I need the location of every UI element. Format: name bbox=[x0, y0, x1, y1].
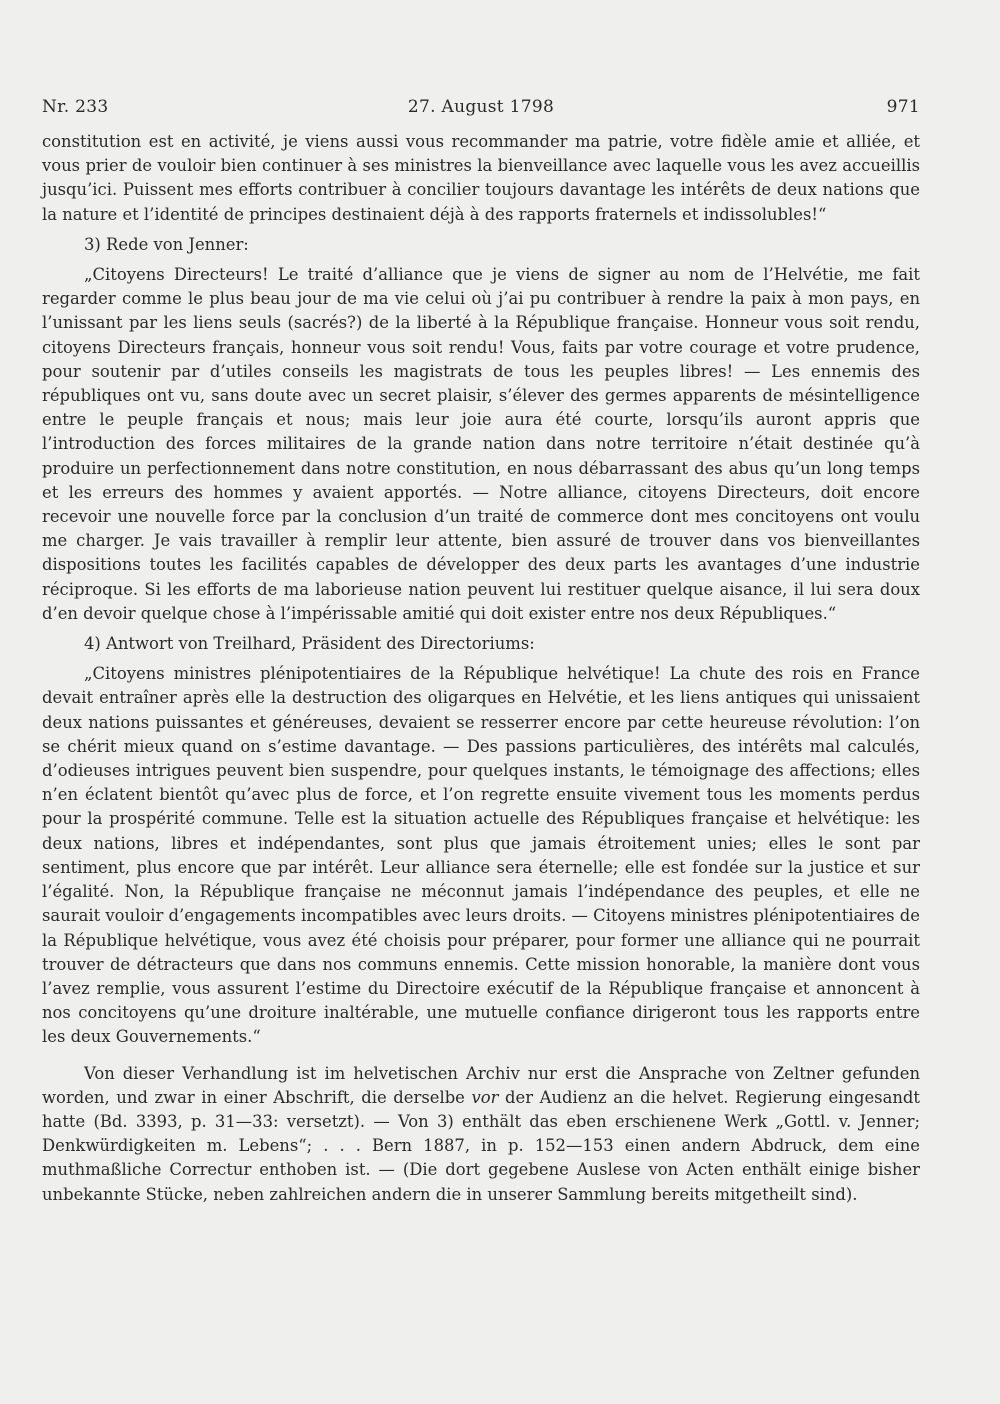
editorial-note-text-b: der Audienz an die helvet. Regierung eingesandt hatte (Bd. 3393, p. 31—33: versetzt). — Von 3) enthält das eben erschienene Werk „Gottl. v. Jenner; Denkwürdigkeiten m. Lebens“; . . . Bern 1887, in p. 152—153 einen andern Abdruck, dem eine muthmaßliche Correctur enthoben ist. — (Die dort gegebene Auslese von Acten enthält einige bisher unbekannte Stücke, neben zahlreichen andern die in unserer Sammlung bereits mitgetheilt sind). bbox=[42, 1087, 920, 1204]
section-heading-jenner: 3) Rede von Jenner: bbox=[84, 234, 249, 254]
document-body bbox=[42, 130, 920, 1207]
paragraph-treilhard-reply: „Citoyens ministres plénipotentiaires de la République helvétique! La chute des rois en France devait entraîner après elle la destruction des oligarques en Helvétie, et les liens antiques qui unissaient deux nations puissantes et généreuses, devaient se resserrer encore par cette heureuse révolution: l’on se chérit mieux quand on s’estime davantage. — Des passions particulières, des intérêts mal calculés, d’odieuses intrigues peuvent bien suspendre, pour quelques instants, le témoignage des affections; elles n’en éclatent bientôt qu’avec plus de force, et l’on regrette ensuite vivement tous les moments perdus pour la prospérité commune. Telle est la situation actuelle des Républiques française et helvétique: les deux nations, libres et indépendantes, sont plus que jamais étroitement unies; elles le sont par sentiment, plus encore que par intérêt. Leur alliance sera éternelle; elle est fondée sur la justice et sur l’égalité. Non, la République française ne méconnut jamais l’indépendance des peuples, et elle ne saurait vouloir d’engagements incompatibles avec leurs droits. — Citoyens ministres plénipotentiaires de la République helvétique, vous avez été choisis pour préparer, pour former une alliance qui ne pourrait trouver de détracteurs que dans nos communs ennemis. Cette mission honorable, la manière dont vous l’avez remplie, vous assurent l’estime du Directoire exécutif de la République française et annoncent à nos concitoyens qu’une droiture inaltérable, une mutuelle confiance dirigeront tous les rapports entre les deux Gouvernements.“ bbox=[42, 664, 920, 1047]
paragraph-zeltner-continuation: constitution est en activité, je viens aussi vous recommander ma patrie, votre fidèle amie et alliée, et vous prier de vouloir bien continuer à ses ministres la bienveillance avec laquelle vous les avez accueillis jusqu’ici. Puissent mes efforts contribuer à concilier toujours davantage les intérêts de deux nations que la nature et l’identité de principes destinaient déjà à des rapports fraternels et indissolubles!“ bbox=[42, 132, 920, 224]
page-number: 971 bbox=[886, 97, 920, 117]
editorial-note bbox=[42, 1062, 920, 1207]
document-number: Nr. 233 bbox=[42, 97, 109, 117]
editorial-note-text-a: Von dieser Verhandlung ist im helvetischen Archiv nur erst die Ansprache von Zeltner gefunden worden, und zwar in einer Abschrift, die derselbe bbox=[42, 1063, 920, 1107]
paragraph-jenner-speech: „Citoyens Directeurs! Le traité d’alliance que je viens de signer au nom de l’Helvétie, me fait regarder comme le plus beau jour de ma vie celui où j’ai pu contribuer à rendre la paix à mon pays, en l’unissant par les liens seuls (sacrés?) de la liberté à la République française. Honneur vous soit rendu, citoyens Directeurs français, honneur vous soit rendu! Vous, faits par votre courage et votre prudence, pour soutenir par d’utiles conseils les magistrats de tous les peuples libres! — Les ennemis des républiques ont vu, sans doute avec un secret plaisir, s’élever des germes apparents de mésintelligence entre le peuple français et nous; mais leur joie aura été courte, lorsqu’ils auront appris que l’introduction des forces militaires de la grande nation dans notre territoire n’était destinée qu’à produire un perfectionnement dans notre constitution, en nous débarrassant des abus qu’un long temps et les erreurs des hommes y avaient apportés. — Notre alliance, citoyens Directeurs, doit encore recevoir une nouvelle force par la conclusion d’un traité de commerce dont mes concitoyens ont voulu me charger. Je vais travailler à remplir leur attente, bien assuré de trouver dans vos bienveillantes dispositions toutes les facilités capables de développer des deux parts les avantages d’une industrie réciproque. Si les efforts de ma laborieuse nation peuvent lui restituer quelque aisance, il lui sera doux d’en devoir quelque chose à l’impérissable amitié qui doit exister entre nos deux Républiques.“ bbox=[42, 265, 920, 623]
document-date: 27. August 1798 bbox=[407, 97, 555, 117]
page-header bbox=[42, 97, 920, 121]
section-heading-treilhard: 4) Antwort von Treilhard, Präsident des Directoriums: bbox=[84, 634, 535, 654]
editorial-note-emphasis: vor bbox=[471, 1087, 499, 1107]
